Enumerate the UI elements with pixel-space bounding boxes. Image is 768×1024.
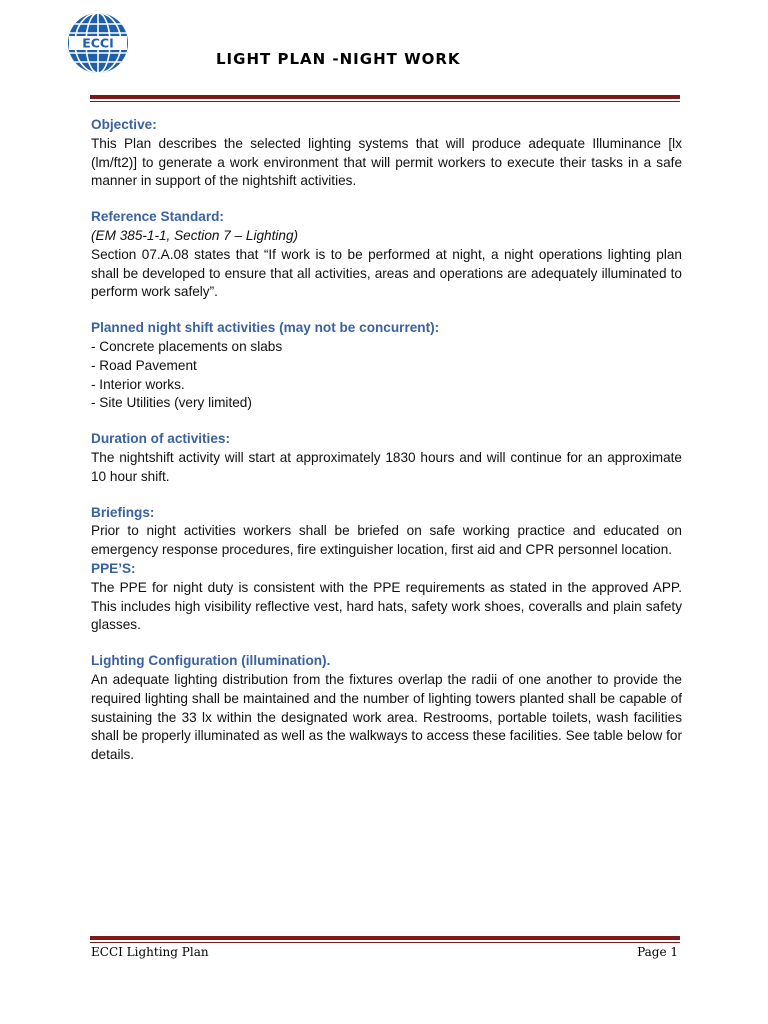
objective-heading: Objective: [91, 117, 157, 132]
list-item: - Road Pavement [91, 357, 197, 373]
footer-page-number: Page 1 [637, 945, 678, 959]
list-item: - Concrete placements on slabs [91, 338, 283, 354]
logo-text: ECCI [82, 35, 114, 51]
reference-text: Section 07.A.08 states that “If work is to be performed at night, a night operations lighting plan shall be developed to ensure that all activities, areas and operations are adequately illuminated to perform work safely”. [91, 246, 682, 300]
globe-logo-icon [67, 12, 129, 74]
duration-text: The nightshift activity will start at approximately 1830 hours and will continue for an approximate 10 hour shift. [91, 449, 682, 484]
duration-heading: Duration of activities: [91, 431, 230, 447]
document-body [91, 116, 682, 765]
activities-heading: Planned night shift activities (may not be concurrent): [91, 320, 440, 336]
reference-heading: Reference Standard: [91, 209, 224, 225]
header-divider [90, 95, 680, 102]
ppe-heading: PPE’S: [91, 560, 136, 576]
footer-divider [90, 936, 680, 943]
objective-text: This Plan describes the selected lighting systems that will produce adequate Illuminance [lx (lm/ft2)] to generate a work environment that will permit workers to execute their tasks in a safe manner in support of the nightshift activities. [91, 135, 682, 189]
list-item: - Site Utilities (very limited) [91, 395, 252, 411]
list-item: - Interior works. [91, 376, 185, 392]
lighting-text: An adequate lighting distribution from the fixtures overlap the radii of one another to provide the required lighting shall be maintained and the number of lighting towers planted shall be capable of sustaining the 33 lx within the designated work area. Restrooms, portable toilets, wash facilities shall be properly illuminated as well as the walkways to access these facilities. See table below for details. [91, 671, 682, 763]
briefings-heading: Briefings: [91, 504, 155, 520]
ppe-text: The PPE for night duty is consistent with the PPE requirements as stated in the approved APP. This includes high visibility reflective vest, hard hats, safety work shoes, coveralls and plain safety glasses. [91, 579, 682, 633]
company-logo [67, 12, 129, 74]
footer-document-name: ECCI Lighting Plan [91, 945, 209, 959]
reference-citation: (EM 385-1-1, Section 7 – Lighting) [91, 227, 299, 243]
page-title: LIGHT PLAN -NIGHT WORK [216, 50, 461, 68]
briefings-text: Prior to night activities workers shall be briefed on safe working practice and educated on emergency response procedures, fire extinguisher location, first aid and CPR personnel location. [91, 523, 682, 558]
lighting-heading: Lighting Configuration (illumination). [91, 653, 331, 669]
